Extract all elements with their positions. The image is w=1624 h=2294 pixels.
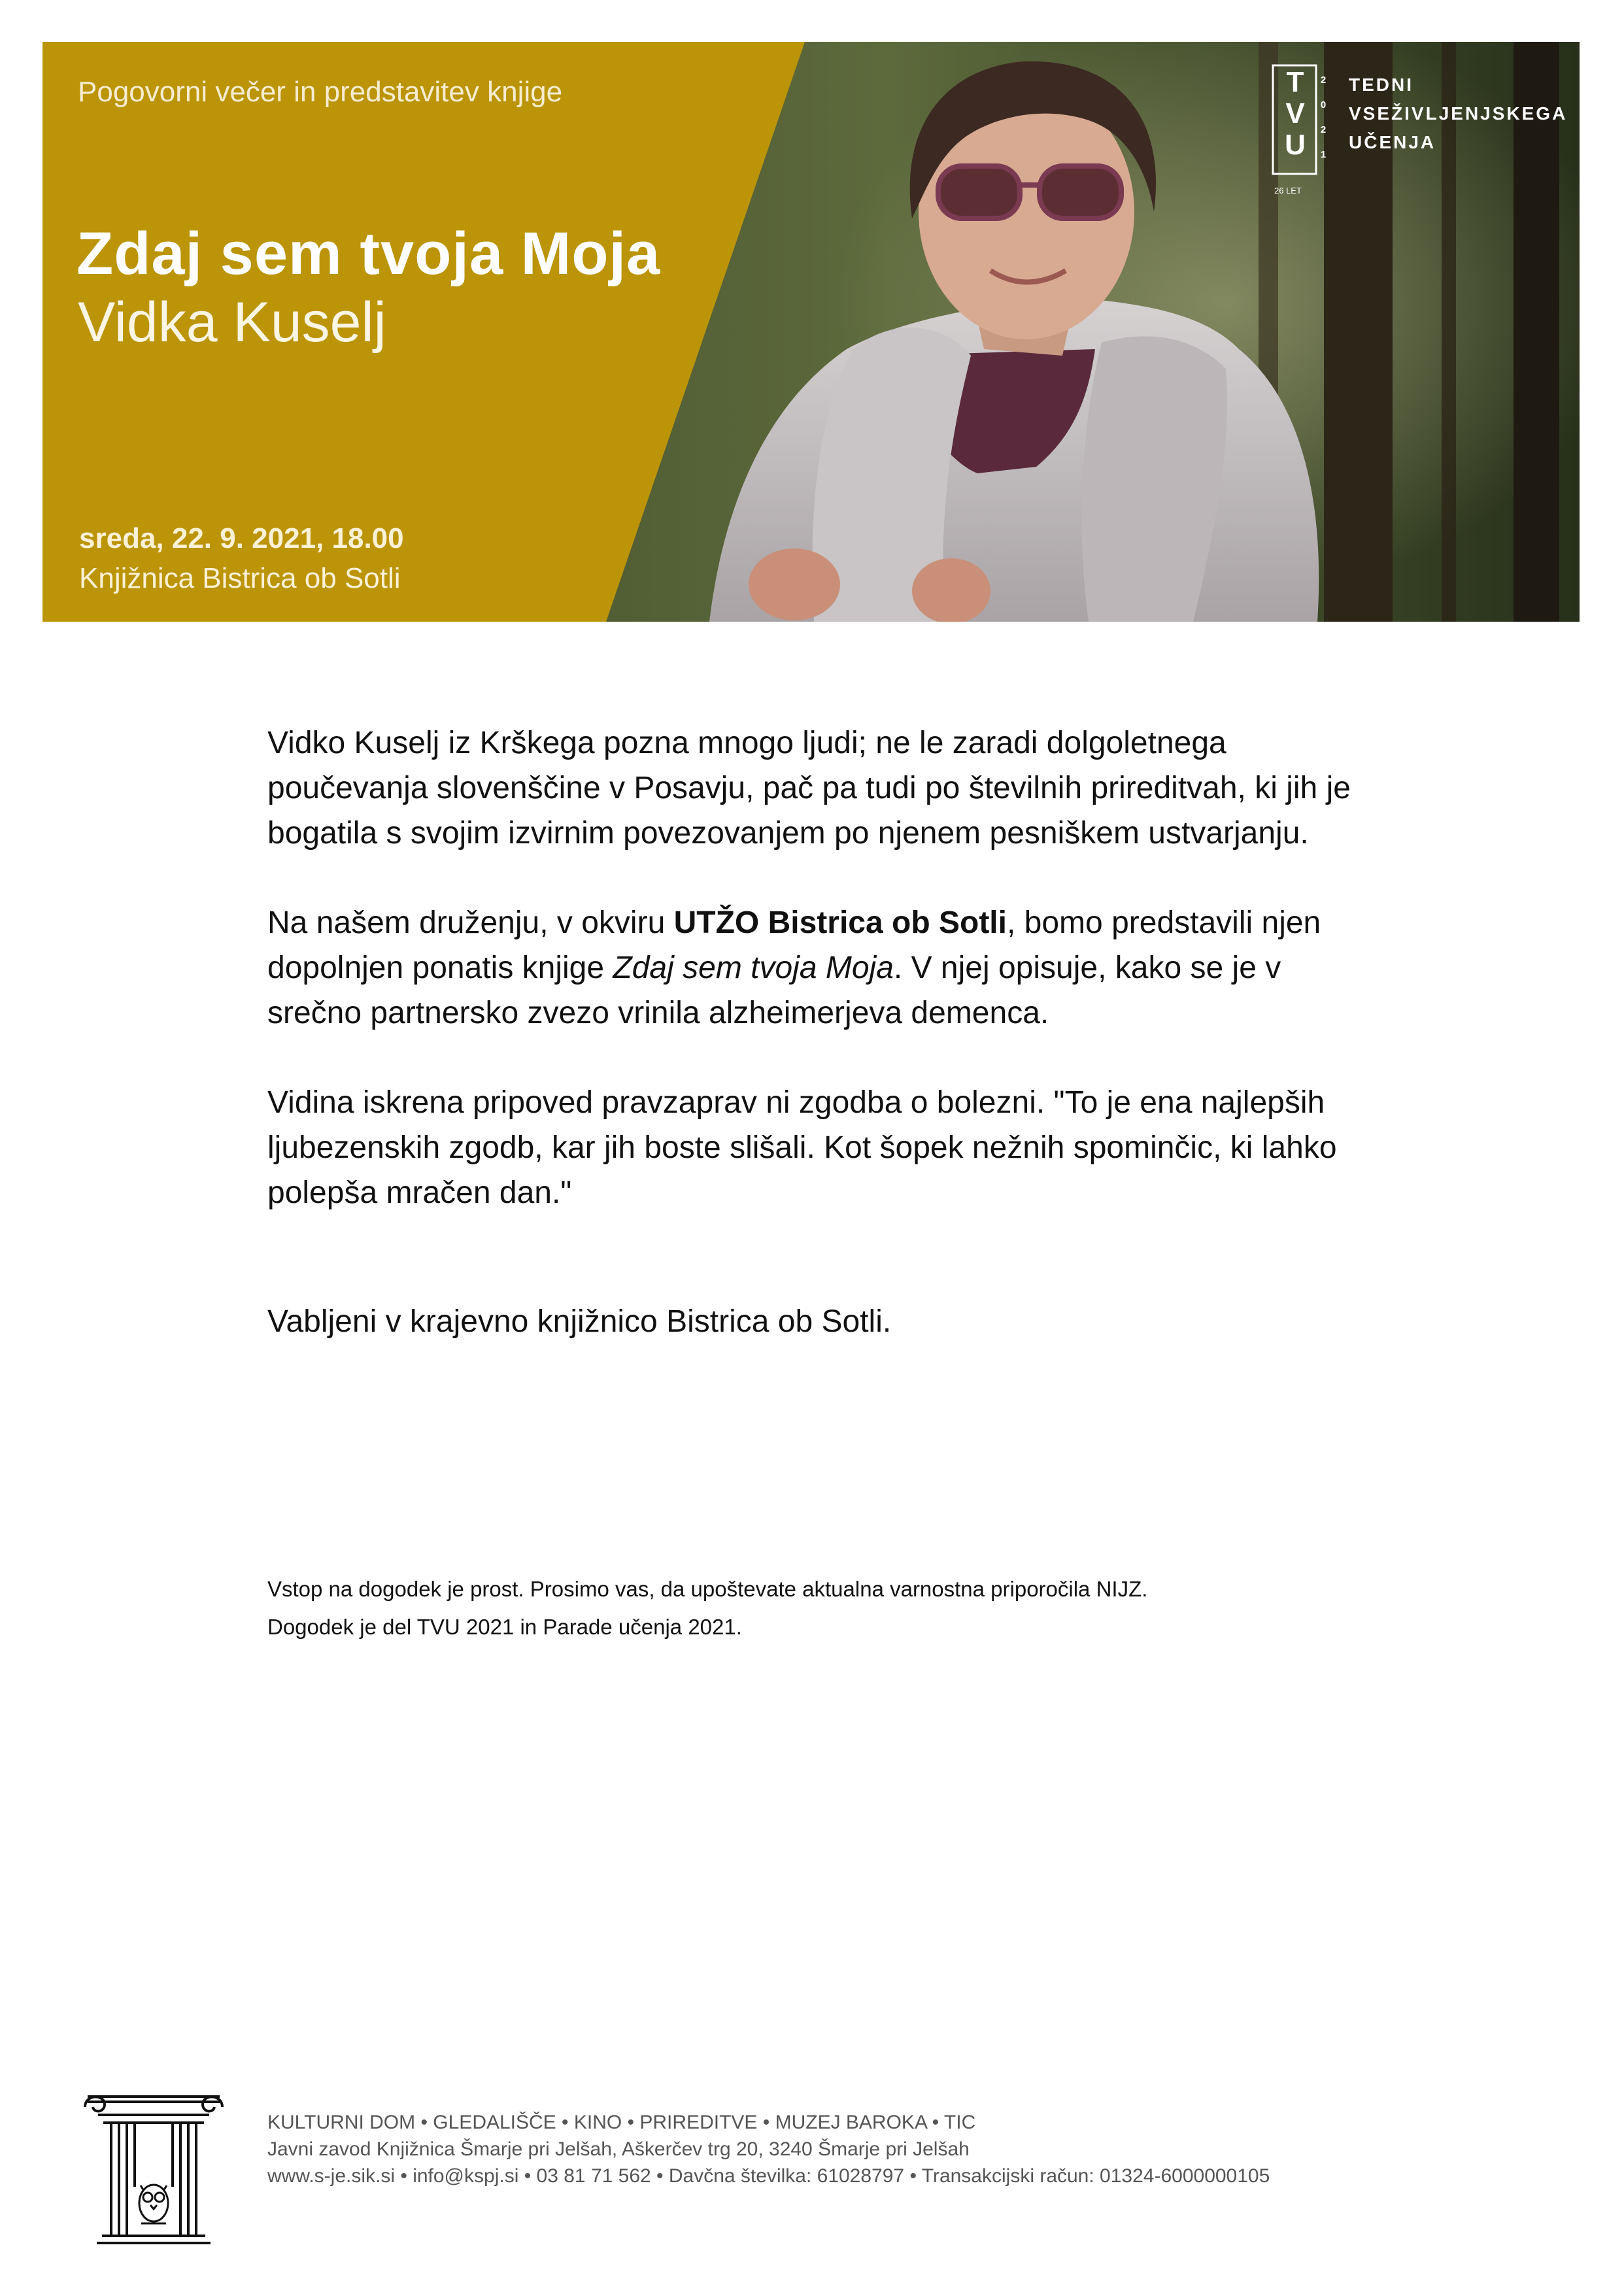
description-paragraph [267,900,1379,1036]
footer-services: KULTURNI DOM • GLEDALIŠČE • KINO • PRIREDITVE • MUZEJ BAROKA • TIC [267,2112,976,2133]
footer-contacts: www.s-je.sik.si • info@kspj.si • 03 81 71 562 • Davčna številka: 61028797 • Transakcijski račun: 01324-6000000105 [267,2165,1270,2187]
tvu-wordmark [1349,71,1567,157]
book-title-inline: Zdaj sem tvoja Moja [613,951,894,985]
note-line: Dogodek je del TVU 2021 in Parade učenja 2021. [267,1615,742,1639]
tvu-anniversary: 26 LET [1274,186,1302,195]
header-banner [42,42,1580,622]
tvu-years [1319,68,1328,167]
invitation-line: Vabljeni v krajevno knjižnico Bistrica ob Sotli. [267,1304,892,1339]
tvu-year-digit: 0 [1320,99,1327,110]
tvu-logo [1272,64,1580,195]
footer-info [267,2109,1270,2189]
event-date: sreda, 22. 9. 2021, 18.00 [79,522,404,554]
tvu-year-digit: 2 [1320,124,1327,135]
tvu-year-digit: 1 [1320,149,1327,160]
description-paragraph: Vidko Kuselj iz Krškega pozna mnogo ljudi; ne le zaradi dolgoletnega poučevanja slovenščine v Posavju, pač pa tudi po številnih prireditvah, ki jih je bogatila s svojim izvirnim povezovanjem po njenem pesniškem ustvarjanju. [267,726,1351,851]
event-subtitle: Pogovorni večer in predstavitev knjige [78,76,563,108]
tvu-letter: U [1285,129,1306,161]
tvu-letter: T [1286,66,1304,98]
footer-address: Javni zavod Knjižnica Šmarje pri Jelšah, Aškerčev trg 20, 3240 Šmarje pri Jelšah [267,2138,970,2160]
tvu-letter: V [1285,97,1305,129]
text-span: , bomo predstavili njen dopolnjen ponatis knjige [267,905,1321,985]
event-venue: Knjižnica Bistrica ob Sotli [79,562,401,594]
event-notes [267,1570,1147,1646]
note-line: Vstop na dogodek je prost. Prosimo vas, da upoštevate aktualna varnostna priporočila NIJZ. [267,1577,1148,1601]
tvu-letters [1276,67,1315,161]
text-span: Na našem druženju, v okviru [267,905,674,940]
text-span: . V njej opisuje, kako se je v srečno partnersko zvezo vrinila alzheimerjeva demenca. [267,951,1281,1030]
tvu-word: TEDNI [1349,75,1413,95]
tvu-word: VSEŽIVLJENJSKEGA [1349,103,1568,124]
tvu-word: UČENJA [1349,132,1436,152]
library-column-logo-icon [78,2089,229,2249]
organizer-name: UTŽO Bistrica ob Sotli [673,905,1007,940]
book-title: Zdaj sem tvoja Moja [76,220,661,287]
author-name: Vidka Kuselj [78,291,386,354]
tvu-year-digit: 2 [1320,75,1327,86]
description-paragraph: Vidina iskrena pripoved pravzaprav ni zgodba o bolezni. "To je ena najlepših ljubezenskih zgodb, kar jih boste slišali. Kot šopek nežnih spominčic, ki lahko polepša mračen dan." [267,1085,1337,1210]
